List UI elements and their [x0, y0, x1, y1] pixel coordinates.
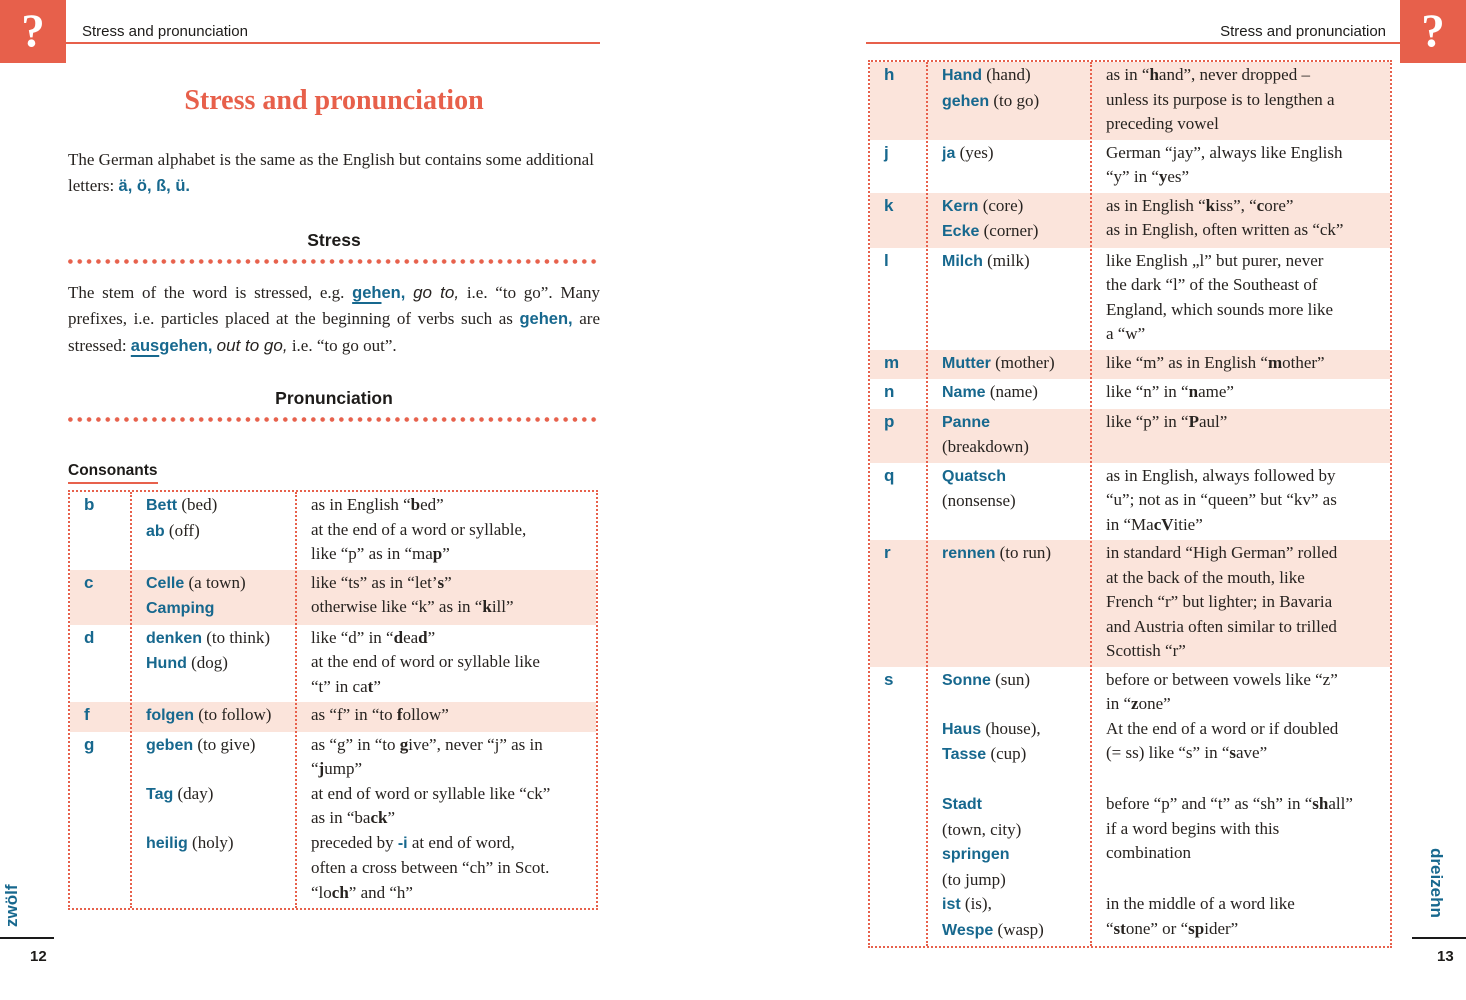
- german-examples-cell: Mutter (mother): [942, 352, 1055, 372]
- german-examples-cell: ja (yes): [942, 142, 994, 162]
- letter-cell: q: [884, 465, 895, 485]
- consonants-table-left: [68, 490, 598, 910]
- side-label-left: zwölf: [2, 884, 21, 927]
- table-row-s: [870, 667, 1390, 947]
- letter-cell: l: [884, 250, 889, 270]
- footer-rule-right: [1412, 937, 1466, 939]
- pronunciation-description-cell: in the middle of a word like “stone” or “spider”: [1106, 894, 1295, 938]
- letter-cell: [70, 831, 130, 906]
- pronunciation-description-cell: At the end of a word or if doubled (= ss) like “s” in “save”: [1106, 718, 1339, 762]
- pronunciation-description-cell: like English „l” but purer, never the dark “l” of the Southeast of England, which sounds more like a “w”: [1106, 250, 1334, 343]
- running-header-right: Stress and pronunciation: [1220, 23, 1386, 40]
- table-row-p: [870, 409, 1390, 463]
- pronunciation-description-cell: as in English “bed” at the end of a word or syllable, like “p” as in “map”: [311, 495, 527, 564]
- letter-cell: [70, 782, 130, 831]
- question-mark-glyph: ?: [21, 5, 45, 57]
- table-column-divider: [130, 492, 132, 908]
- german-examples-cell: Tag (day): [146, 783, 214, 803]
- table-subrow: [870, 63, 1390, 137]
- table-subrow: [70, 571, 596, 622]
- letter-cell: [870, 717, 926, 768]
- table-row-k: [870, 193, 1390, 248]
- pronunciation-description-cell: before “p” and “t” as “sh” in “shall” if a word begins with this combination: [1106, 794, 1353, 862]
- pronunciation-description-cell: before or between vowels like “z” in “zone”: [1106, 669, 1338, 713]
- letter-cell: f: [84, 705, 90, 725]
- pronunciation-description-cell: like “ts” as in “let’s” otherwise like “k” as in “kill”: [311, 572, 514, 617]
- pronunciation-description-cell: as in “hand”, never dropped – unless its purpose is to lengthen a preceding vowel: [1106, 65, 1335, 133]
- pronunciation-description-cell: as “g” in “to give”, never “j” as in “jump”: [311, 734, 543, 779]
- table-rows-right: [870, 62, 1390, 946]
- letter-cell: k: [884, 195, 894, 215]
- pronunciation-description-cell: at end of word or syllable like “ck” as in “back”: [311, 783, 551, 828]
- pronunciation-description-cell: like “p” in “Paul”: [1106, 411, 1228, 431]
- running-header-left: Stress and pronunciation: [82, 23, 248, 40]
- table-row-g: [70, 732, 596, 909]
- table-subrow: [70, 703, 596, 729]
- german-examples-cell: folgen (to follow): [146, 705, 272, 725]
- pronunciation-description-cell: like “m” as in English “mother”: [1106, 352, 1325, 372]
- table-row-c: [70, 570, 596, 625]
- intro-paragraph: The German alphabet is the same as the English but contains some additional letters: ä, ö, ß, ü.: [68, 149, 594, 195]
- dotted-divider: [68, 259, 600, 264]
- pronunciation-description-cell: German “jay”, always like English “y” in “yes”: [1106, 142, 1343, 186]
- german-examples-cell: Hand (hand) gehen (to go): [942, 65, 1040, 110]
- table-subrow: [870, 668, 1390, 717]
- stress-paragraph: The stem of the word is stressed, e.g. gehen, go to, i.e. “to go”. Many prefixes, i.e. particles placed at the beginning of verbs such as gehen, are stressed: ausgehen, out to go, i.e. “to go out”.: [68, 282, 600, 355]
- table-subrow: [870, 194, 1390, 245]
- question-mark-glyph: ?: [1421, 5, 1445, 57]
- page-number-left: 12: [30, 948, 47, 965]
- table-subrow: [870, 249, 1390, 347]
- letter-cell: n: [884, 382, 895, 401]
- question-mark-icon: [0, 0, 66, 63]
- table-subrow: [870, 141, 1390, 190]
- table-subrow: [870, 351, 1390, 377]
- page-number-right: 13: [1437, 948, 1454, 965]
- table-subrow: [870, 717, 1390, 768]
- pronunciation-description-cell: as in English “kiss”, “core” as in English, often written as “ck”: [1106, 195, 1344, 239]
- pronunciation-description-cell: in standard “High German” rolled at the back of the mouth, like French “r” but lighter; in Bavaria and Austria often similar to trilled Scottish “r”: [1106, 543, 1338, 660]
- question-mark-icon: [1400, 0, 1466, 63]
- stress-heading: Stress: [307, 229, 361, 250]
- pronunciation-description-cell: as “f” in “to follow”: [311, 705, 449, 725]
- consonants-table-right: [868, 60, 1392, 948]
- header-rule-left: [66, 42, 600, 44]
- german-examples-cell: Celle (a town) Camping: [146, 572, 246, 618]
- letter-cell: h: [884, 65, 895, 84]
- table-subrow: [870, 380, 1390, 406]
- side-label-right: dreizehn: [1427, 848, 1446, 918]
- letter-cell: j: [884, 142, 889, 162]
- pronunciation-description-cell: like “n” in “name”: [1106, 382, 1234, 401]
- letter-cell: [870, 792, 926, 892]
- table-subrow: [70, 626, 596, 700]
- table-subrow: [70, 782, 596, 831]
- german-examples-cell: Panne (breakdown): [942, 413, 1029, 456]
- table-subrow: [70, 493, 596, 567]
- page-title: Stress and pronunciation: [184, 85, 484, 116]
- table-column-divider: [926, 62, 928, 946]
- table-subrow: [870, 892, 1390, 943]
- letter-cell: [870, 892, 926, 943]
- german-examples-cell: denken (to think) Hund (dog): [146, 627, 271, 673]
- table-row-d: [70, 625, 596, 703]
- german-examples-cell: Sonne (sun): [942, 669, 1031, 689]
- table-subrow: [870, 464, 1390, 538]
- table-column-divider: [295, 492, 297, 908]
- table-subrow: [870, 410, 1390, 460]
- table-row-h: [870, 62, 1390, 140]
- pronunciation-description-cell: preceded by -i at end of word, often a cross between “ch” in Scot. “loch” and “h”: [311, 832, 550, 902]
- table-rows-left: [70, 492, 596, 908]
- table-row-m: [870, 350, 1390, 380]
- letter-cell: r: [884, 543, 891, 562]
- letter-cell: g: [84, 734, 95, 754]
- table-subrow: [70, 831, 596, 906]
- table-row-r: [870, 540, 1390, 667]
- german-examples-cell: Bett (bed) ab (off): [146, 495, 218, 540]
- german-examples-cell: Name (name): [942, 382, 1038, 401]
- pronunciation-heading: Pronunciation: [275, 388, 393, 409]
- letter-cell: b: [84, 495, 95, 515]
- letter-cell: c: [84, 572, 94, 592]
- consonants-label: Consonants: [68, 462, 158, 484]
- table-subrow: [870, 541, 1390, 664]
- table-subrow: [70, 733, 596, 782]
- left-page-content: [68, 70, 600, 910]
- table-row-q: [870, 463, 1390, 541]
- german-examples-cell: heilig (holy): [146, 832, 234, 852]
- letter-cell: m: [884, 352, 900, 372]
- german-examples-cell: Haus (house), Tasse (cup): [942, 718, 1041, 763]
- german-examples-cell: Milch (milk): [942, 250, 1030, 270]
- letter-cell: p: [884, 411, 895, 431]
- pronunciation-description-cell: as in English, always followed by “u”; not as in “queen” but “kv” as in “MacVitie”: [1106, 465, 1337, 534]
- letter-cell: d: [84, 627, 95, 647]
- table-row-b: [70, 492, 596, 570]
- table-subrow: [870, 792, 1390, 892]
- footer-rule-left: [0, 937, 54, 939]
- german-examples-cell: Stadt (town, city) springen (to jump): [942, 796, 1022, 889]
- german-examples-cell: geben (to give): [146, 734, 256, 754]
- german-examples-cell: Quatsch (nonsense): [942, 467, 1016, 510]
- letter-cell: s: [884, 669, 894, 689]
- pronunciation-description-cell: like “d” in “dead” at the end of word or syllable like “t” in cat”: [311, 627, 540, 696]
- german-examples-cell: Kern (core) Ecke (corner): [942, 195, 1039, 240]
- table-row-l: [870, 248, 1390, 350]
- header-rule-right: [866, 42, 1400, 44]
- table-column-divider: [1090, 62, 1092, 946]
- german-examples-cell: ist (is), Wespe (wasp): [942, 894, 1044, 939]
- table-row-j: [870, 140, 1390, 193]
- table-row-n: [870, 379, 1390, 409]
- table-row-f: [70, 702, 596, 732]
- german-examples-cell: rennen (to run): [942, 543, 1052, 562]
